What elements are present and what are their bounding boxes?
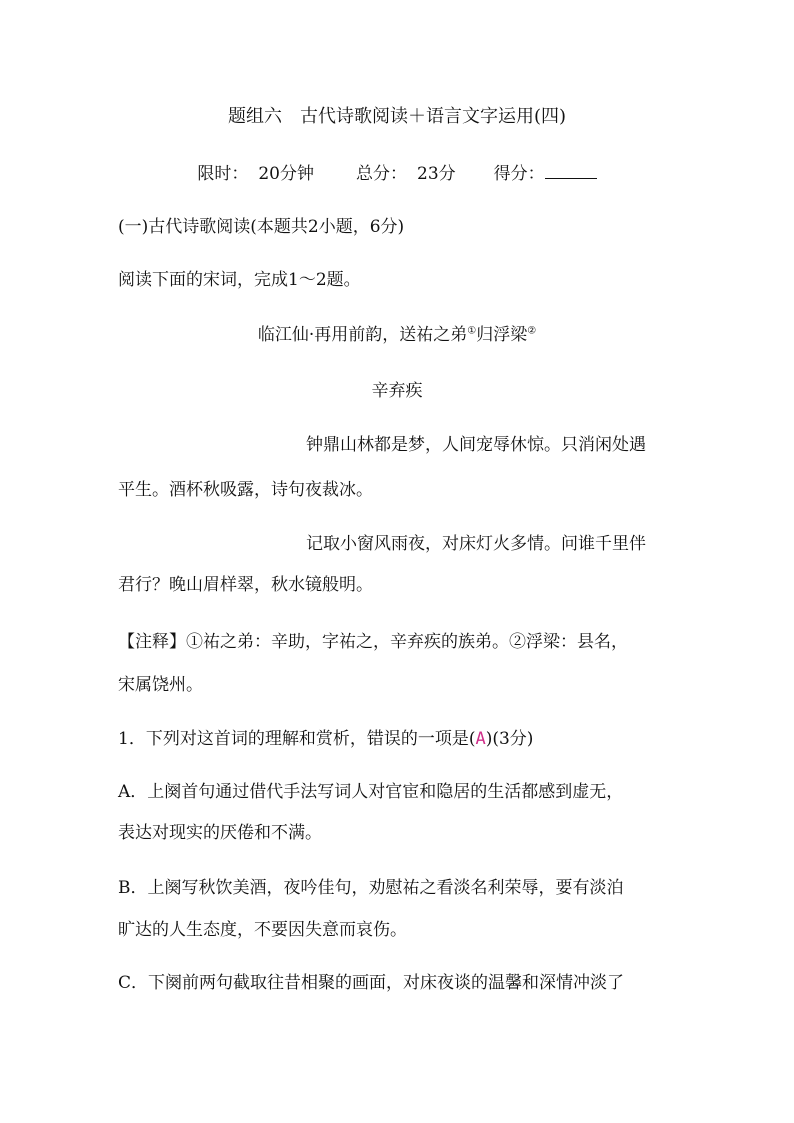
poem-stanza2-line2: 君行？晚山眉样翠，秋水镜般明。 xyxy=(118,575,373,595)
option-b-line2: 旷达的人生态度，不要因失意而哀伤。 xyxy=(118,920,407,940)
option-b-line1: B．上阕写秋饮美酒，夜吟佳句，劝慰祐之看淡名利荣辱，要有淡泊 xyxy=(118,878,624,898)
section-heading: (一)古代诗歌阅读(本题共2小题，6分) xyxy=(118,217,405,237)
score-blank[interactable] xyxy=(545,160,597,179)
poem-stanza2-line1: 记取小窗风雨夜，对床灯火多情。问谁千里伴 xyxy=(306,534,646,554)
section-instruction: 阅读下面的宋词，完成1～2题。 xyxy=(118,270,361,290)
poem-title-text: 临江仙·再用前韵，送祐之弟 xyxy=(257,325,468,345)
question-1-stem-pre: 1．下列对这首词的理解和赏析，错误的一项是( xyxy=(118,729,476,749)
option-a-line1: A．上阕首句通过借代手法写词人对官宦和隐居的生活都感到虚无， xyxy=(118,782,624,802)
note-mark-2: ② xyxy=(527,325,537,337)
notes-line1: 【注释】①祐之弟：辛助，字祐之，辛弃疾的族弟。②浮梁：县名， xyxy=(118,632,628,652)
poem-stanza1-line2: 平生。酒杯秋吸露，诗句夜裁冰。 xyxy=(118,480,373,500)
meta-row xyxy=(0,160,794,186)
notes-line2: 宋属饶州。 xyxy=(118,675,203,695)
poem-title-tail: 归浮梁 xyxy=(476,325,528,345)
answer-mark: A xyxy=(475,729,486,749)
poem-stanza1-line1: 钟鼎山林都是梦，人间宠辱休惊。只消闲处遇 xyxy=(306,435,646,455)
total-value: 23分 xyxy=(417,164,456,184)
option-a-line2: 表达对现实的厌倦和不满。 xyxy=(118,823,322,843)
time-label: 限时： xyxy=(197,164,249,184)
time-value: 20分钟 xyxy=(258,164,314,184)
page-title: 题组六 古代诗歌阅读＋语言文字运用(四) xyxy=(227,106,567,127)
score-label: 得分： xyxy=(493,164,545,184)
poem-title xyxy=(0,323,794,347)
note-mark-1: ① xyxy=(467,325,477,337)
total-label: 总分： xyxy=(356,164,407,184)
poem-author: 辛弃疾 xyxy=(371,381,423,401)
question-1-stem xyxy=(118,727,533,751)
option-c-line1: C．下阕前两句截取往昔相聚的画面，对床夜谈的温馨和深情冲淡了 xyxy=(118,973,625,993)
question-1-stem-post: )(3分) xyxy=(485,729,534,749)
